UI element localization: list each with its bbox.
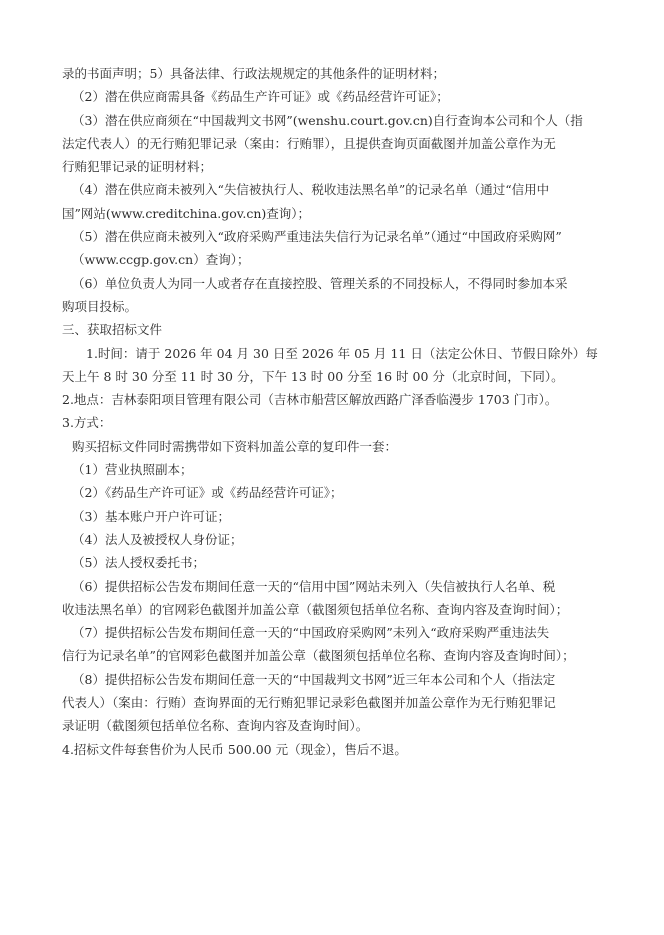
list-item: （4）法人及被授权人身份证； bbox=[72, 531, 243, 547]
text-line: （3）潜在供应商须在“中国裁判文书网”(wenshu.court.gov.cn)自行查询本公司和个人（指 bbox=[72, 112, 583, 128]
text-line: 行贿犯罪记录的证明材料； bbox=[62, 159, 213, 175]
list-item: （2）《药品生产许可证》或《药品经营许可证》； bbox=[72, 485, 343, 501]
text-line: 3.方式： bbox=[62, 415, 112, 431]
text-line: 天上午 8 时 30 分至 11 时 30 分，下午 13 时 00 分至 16 时 00 分（北京时间，下同）。 bbox=[62, 368, 564, 384]
list-item: （8）提供招标公告发布期间任意一天的“中国裁判文书网”近三年本公司和个人（指法定 bbox=[72, 671, 556, 687]
text-line: （6）单位负责人为同一人或者存在直接控股、管理关系的不同投标人，不得同时参加本采 bbox=[72, 275, 568, 291]
text-line: 录的书面声明；5）具备法律、行政法规规定的其他条件的证明材料； bbox=[62, 66, 445, 81]
list-item: （1）营业执照副本； bbox=[72, 462, 193, 478]
text-line: 购买招标文件同时需携带如下资料加盖公章的复印件一套： bbox=[72, 438, 398, 454]
text-line: （2）潜在供应商需具备《药品生产许可证》或《药品经营许可证》； bbox=[72, 89, 449, 105]
list-item: （3）基本账户开户许可证； bbox=[72, 508, 230, 524]
text-line: 录证明（截图须包括单位名称、查询内容及查询时间）。 bbox=[62, 718, 369, 734]
list-item: （6）提供招标公告发布期间任意一天的“信用中国”网站未列入（失信被执行人名单、税 bbox=[72, 578, 556, 594]
text-line: 收违法黑名单）的官网彩色截图并加盖公章（截图须包括单位名称、查询内容及查询时间）； bbox=[62, 601, 569, 617]
text-line: 4.招标文件每套售价为人民币 500.00 元（现金），售后不退。 bbox=[62, 741, 407, 757]
text-line: （5）潜在供应商未被列入“政府采购严重违法失信行为记录名单”（通过“中国政府采购网” bbox=[72, 229, 562, 245]
section-heading: 三、获取招标文件 bbox=[62, 322, 163, 338]
text-line: 购项目投标。 bbox=[62, 298, 138, 314]
text-line: 国”网站(www.creditchina.gov.cn)查询）； bbox=[62, 205, 311, 221]
text-line: 1.时间：请于 2026 年 04 月 30 日至 2026 年 05 月 11 日（法定公休日、节假日除外）每 bbox=[86, 345, 598, 361]
text-line: 代表人）（案由：行贿）查询界面的无行贿犯罪记录彩色截图并加盖公章作为无行贿犯罪记 bbox=[62, 695, 556, 711]
text-line: 2.地点：吉林泰阳项目管理有限公司（吉林市船营区解放西路广泽香临漫步 1703 门市）。 bbox=[62, 392, 558, 408]
text-line: 法定代表人）的无行贿犯罪记录（案由：行贿罪），且提供查询页面截图并加盖公章作为无 bbox=[62, 135, 556, 151]
text-line: 信行为记录名单”的官网彩色截图并加盖公章（截图须包括单位名称、查询内容及查询时间）； bbox=[62, 648, 575, 664]
list-item: （5）法人授权委托书； bbox=[72, 555, 205, 571]
list-item: （7）提供招标公告发布期间任意一天的“中国政府采购网”未列入“政府采购严重违法失 bbox=[72, 625, 550, 641]
text-line: （www.ccgp.gov.cn）查询）； bbox=[72, 252, 250, 268]
text-line: （4）潜在供应商未被列入“失信被执行人、税收违法黑名单”的记录名单（通过“信用中 bbox=[72, 182, 550, 198]
